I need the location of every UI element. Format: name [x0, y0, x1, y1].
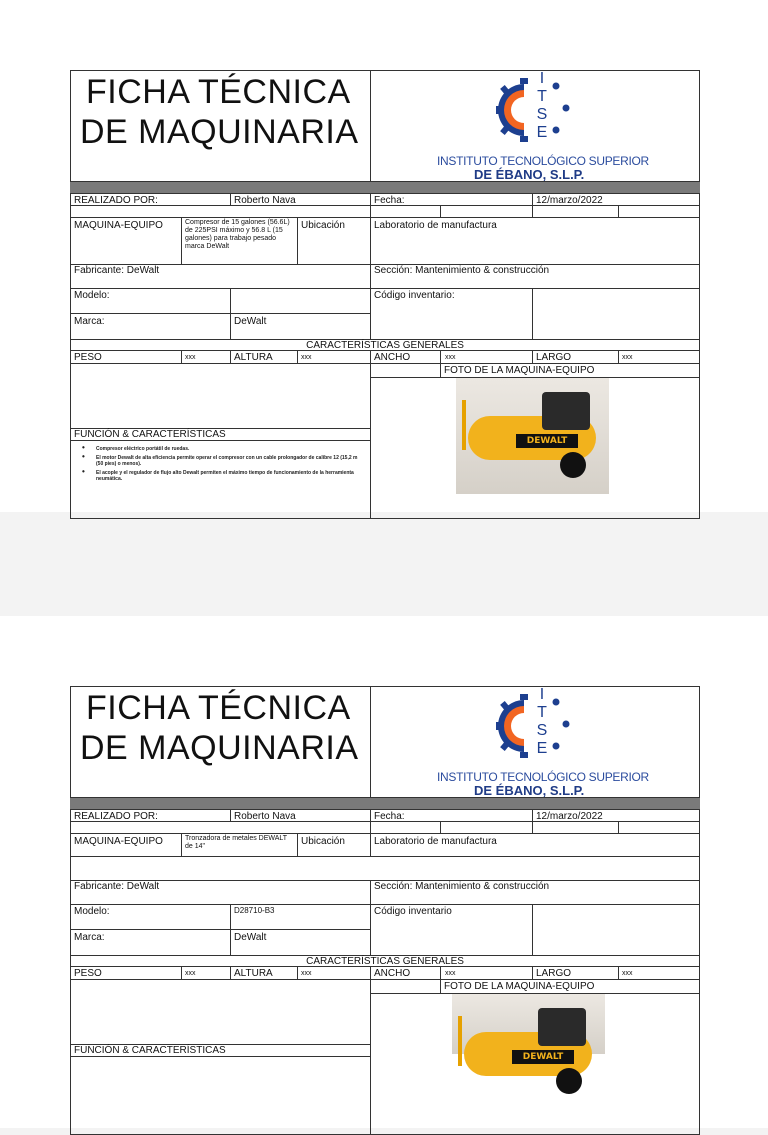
maquina-value: Tronzadora de metales DEWALT de 14"	[185, 835, 287, 850]
machine-handle	[458, 1016, 462, 1066]
largo-value: xxx	[622, 354, 633, 361]
foto-label-spacer-cell	[370, 363, 441, 378]
fecha-label: Fecha:	[374, 195, 405, 206]
marca-value: DeWalt	[234, 932, 267, 943]
largo-label: LARGO	[536, 968, 572, 979]
machine-photo	[452, 994, 605, 1062]
altura-value: xxx	[301, 970, 312, 977]
realizado-value: Roberto Nava	[234, 811, 296, 822]
machine-motor	[538, 1008, 586, 1046]
machine-photo	[456, 378, 609, 494]
maquina-value: Compresor de 15 galones (56.6L) de 225PSI máximo y 56.8 L (15 galones) para trabajo pesado marca DeWalt	[185, 219, 290, 250]
peso-label: PESO	[74, 352, 102, 363]
seccion: Sección: Mantenimiento & construcción	[374, 265, 550, 276]
foto-label: FOTO DE LA MAQUINA-EQUIPO	[444, 981, 595, 992]
realizado-label: REALIZADO POR:	[74, 811, 158, 822]
maquina-label: MAQUINA-EQUIPO	[74, 220, 163, 231]
modelo-label: Modelo:	[74, 906, 110, 917]
ficha-sheet-1	[0, 0, 768, 512]
modelo-value-cell	[230, 288, 371, 314]
machine-brand-label: DEWALT	[512, 1050, 574, 1064]
marca-value: DeWalt	[234, 316, 267, 327]
codigo-value-cell	[532, 288, 700, 340]
seccion: Sección: Mantenimiento & construcción	[374, 881, 550, 892]
institute-name-line-1: INSTITUTO TECNOLÓGICO SUPERIOR	[437, 154, 649, 168]
funcion-bullet-list	[74, 446, 364, 485]
peso-label: PESO	[74, 968, 102, 979]
machine-motor	[542, 392, 590, 430]
altura-label: ALTURA	[234, 968, 273, 979]
institute-name-line-2: DE ÉBANO, S.L.P.	[474, 783, 585, 798]
funcion-bullet-item: • Compresor eléctrico portátil de ruedas.	[74, 446, 364, 452]
title-line-1: FICHA TÉCNICA	[86, 73, 351, 111]
codigo-value-cell	[532, 904, 700, 956]
peso-value: xxx	[185, 970, 196, 977]
logo-letter-s: S	[536, 722, 548, 739]
ubicacion-value: Laboratorio de manufactura	[374, 836, 497, 847]
machine-brand-label: DEWALT	[516, 434, 578, 448]
fabricante: Fabricante: DeWalt	[74, 881, 160, 892]
realizado-value: Roberto Nava	[234, 195, 296, 206]
peso-value: xxx	[185, 354, 196, 361]
funcion-column	[70, 979, 371, 1135]
machine-wheel	[556, 1068, 582, 1094]
title-line-2: DE MAQUINARIA	[80, 113, 359, 151]
largo-label: LARGO	[536, 352, 572, 363]
maquina-label: MAQUINA-EQUIPO	[74, 836, 163, 847]
machine-handle	[462, 400, 466, 450]
modelo-value: D28710-B3	[234, 906, 275, 915]
ficha-sheet-2	[0, 616, 768, 1128]
ancho-label: ANCHO	[374, 352, 411, 363]
logo-letter-s: S	[536, 106, 548, 123]
foto-label: FOTO DE LA MAQUINA-EQUIPO	[444, 365, 595, 376]
ubicacion-label: Ubicación	[301, 220, 345, 231]
header-divider-band	[70, 798, 700, 809]
modelo-label: Modelo:	[74, 290, 110, 301]
funcion-bullet-item: • El acople y el regulador de flujo alto Dewalt permiten el máximo tiempo de funcionamiento de la herramienta neumática.	[74, 470, 364, 482]
codigo-label: Código inventario	[374, 906, 452, 917]
marca-label: Marca:	[74, 932, 105, 943]
fecha-label: Fecha:	[374, 811, 405, 822]
logo-letter-i: I	[539, 686, 545, 703]
codigo-label: Código inventario:	[374, 290, 455, 301]
logo-letter-i: I	[539, 70, 545, 87]
title-line-1: FICHA TÉCNICA	[86, 689, 351, 727]
realizado-label: REALIZADO POR:	[74, 195, 158, 206]
logo-letter-t: T	[537, 704, 547, 721]
logo-letter-e: E	[536, 740, 548, 757]
funcion-label: FUNCIÓN & CARACTERÍSTICAS	[74, 1045, 226, 1056]
institute-name-line-1: INSTITUTO TECNOLÓGICO SUPERIOR	[437, 770, 649, 784]
ancho-value: xxx	[445, 354, 456, 361]
funcion-bullet-item: • El motor Dewalt de alta eficiencia permite operar el compresor con un cable prolongador de calibre 12 (15,2 m (50 pies) o menos).	[74, 455, 364, 467]
funcion-label: FUNCIÓN & CARACTERÍSTICAS	[74, 429, 226, 440]
machine-wheel	[560, 452, 586, 478]
funcion-column	[70, 363, 371, 519]
altura-value: xxx	[301, 354, 312, 361]
header-divider-band	[70, 182, 700, 193]
institute-name-line-2: DE ÉBANO, S.L.P.	[474, 167, 585, 182]
logo-letter-t: T	[537, 88, 547, 105]
altura-label: ALTURA	[234, 352, 273, 363]
largo-value: xxx	[622, 970, 633, 977]
marca-label: Marca:	[74, 316, 105, 327]
ubicacion-value: Laboratorio de manufactura	[374, 220, 497, 231]
fecha-value: 12/marzo/2022	[536, 811, 603, 822]
ancho-label: ANCHO	[374, 968, 411, 979]
ancho-value: xxx	[445, 970, 456, 977]
ubicacion-label: Ubicación	[301, 836, 345, 847]
logo-letter-e: E	[536, 124, 548, 141]
caracteristicas-header: CARACTERÍSTICAS GENERALES	[306, 956, 464, 967]
fabricante: Fabricante: DeWalt	[74, 265, 160, 276]
title-line-2: DE MAQUINARIA	[80, 729, 359, 767]
caracteristicas-header: CARACTERÍSTICAS GENERALES	[306, 340, 464, 351]
fecha-value: 12/marzo/2022	[536, 195, 603, 206]
foto-label-spacer-cell	[370, 979, 441, 994]
